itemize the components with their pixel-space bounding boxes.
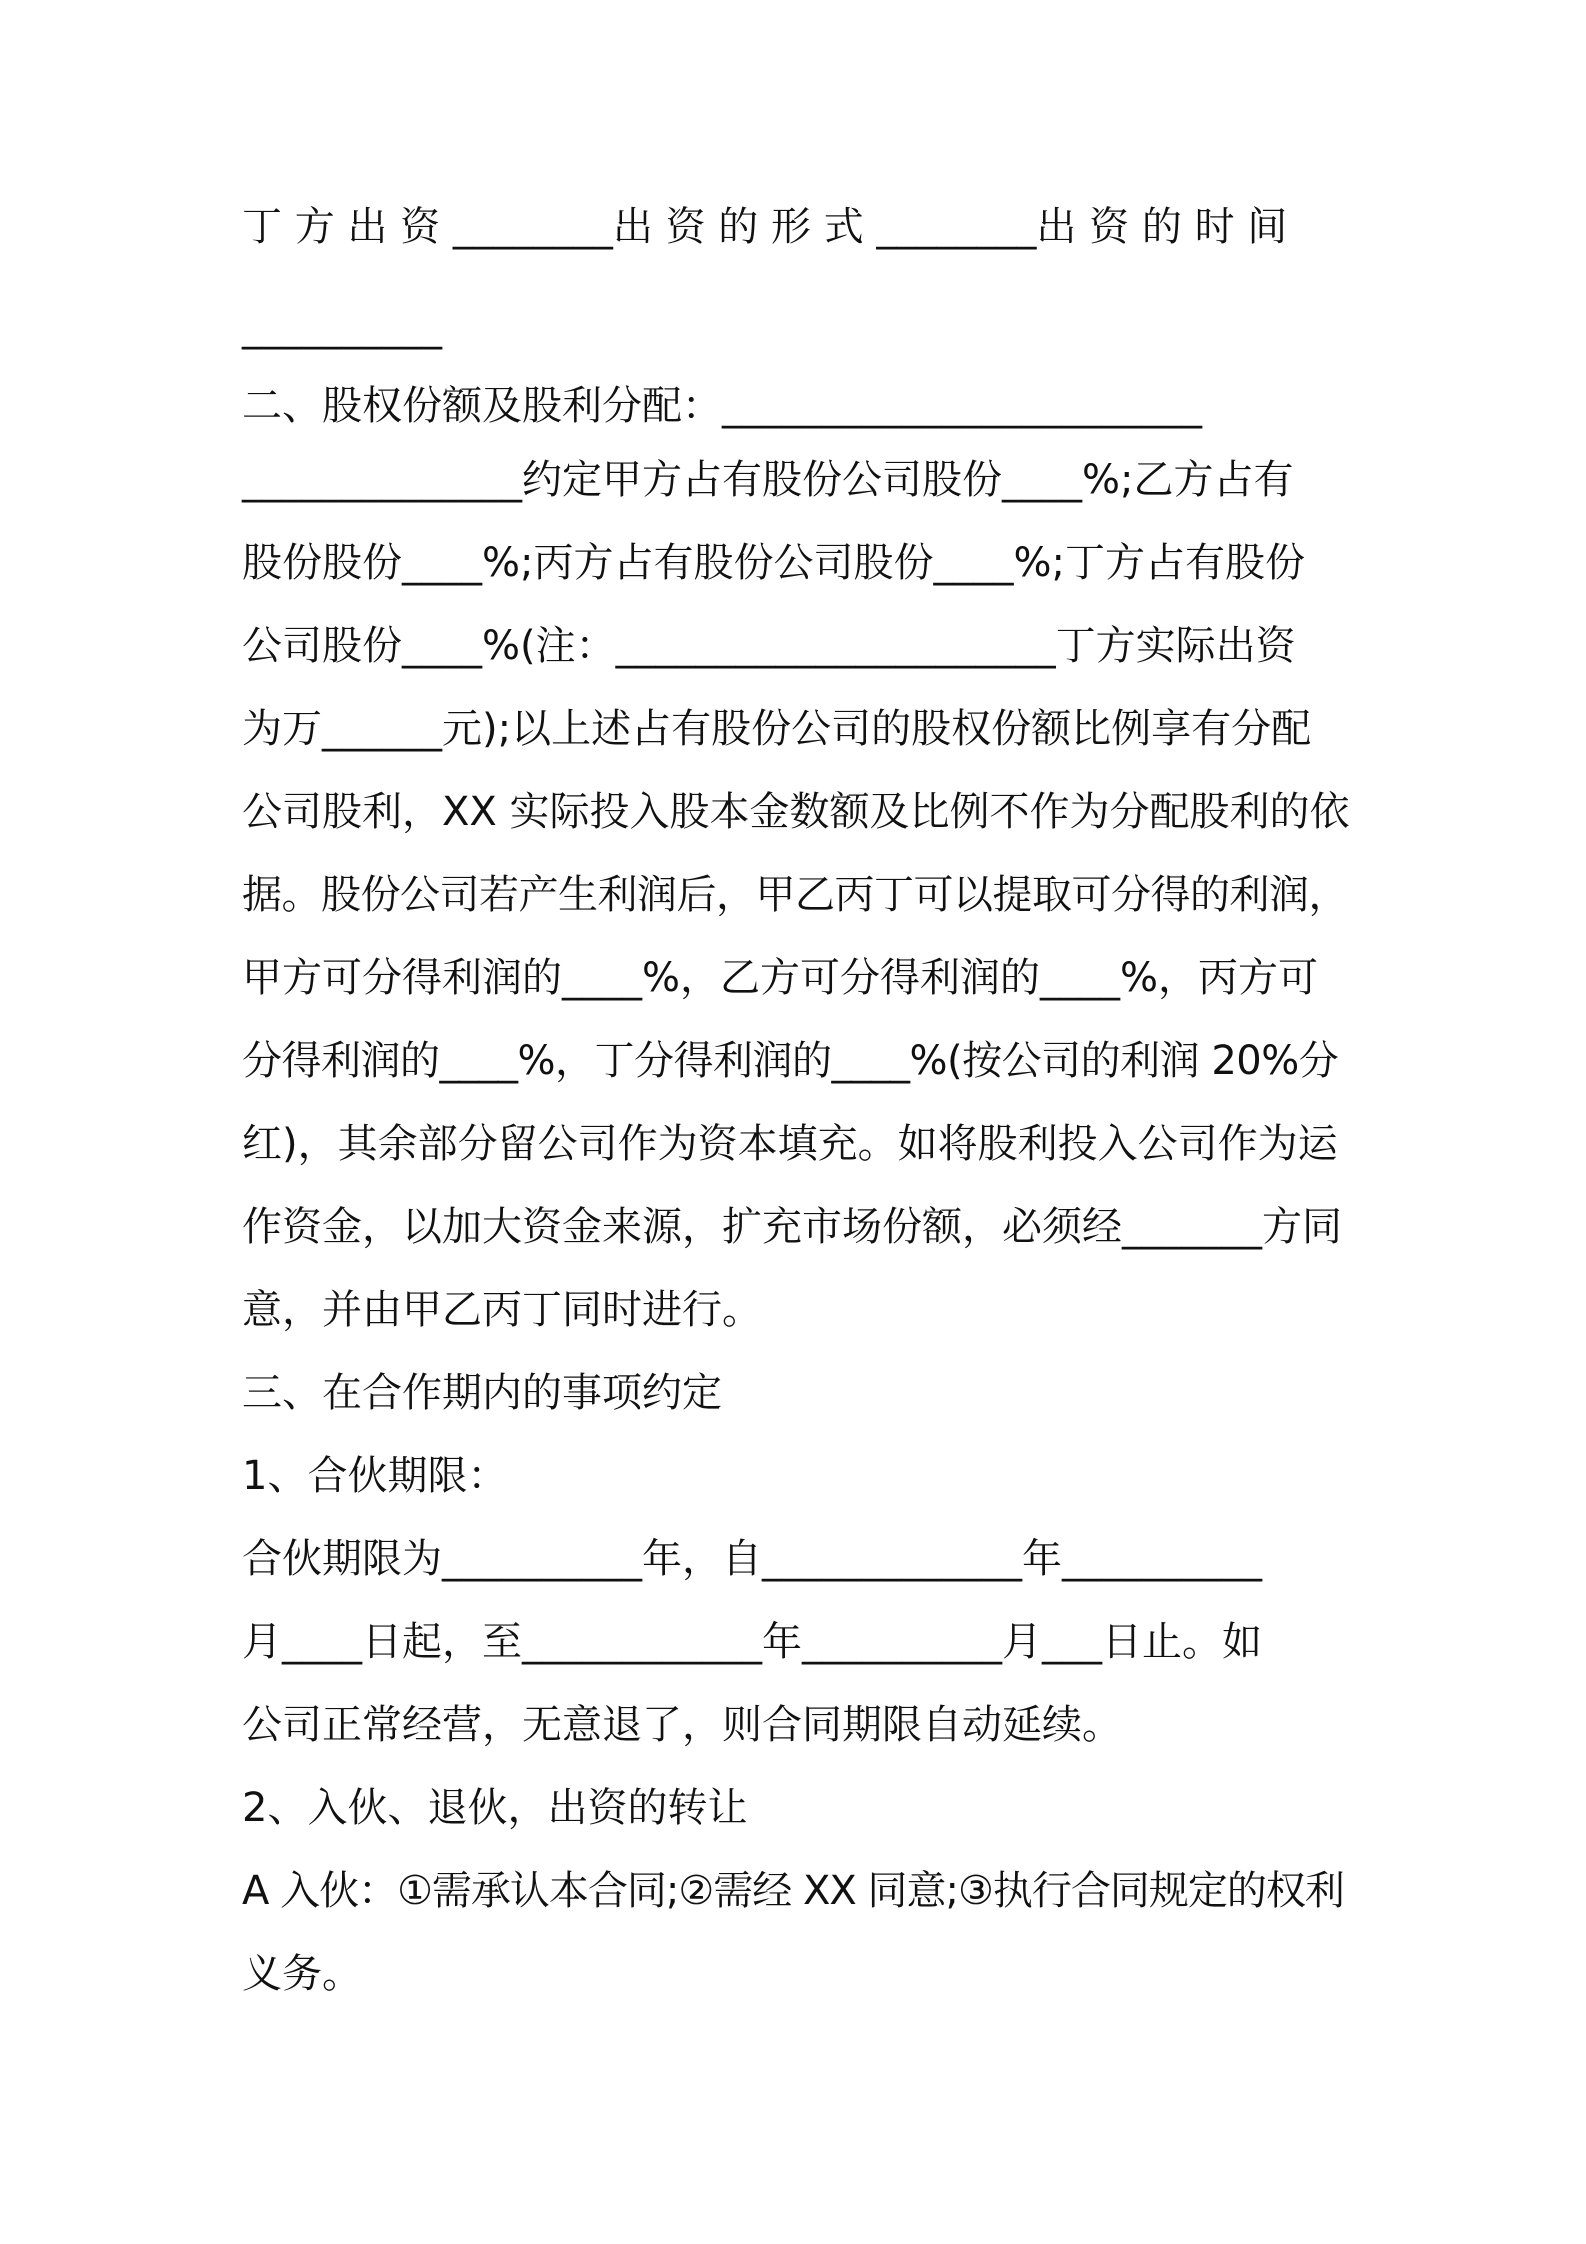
paragraph-line: 为万______元);以上述占有股份公司的股权份额比例享有分配 bbox=[242, 706, 1312, 752]
paragraph-line: 公司正常经营，无意退了，则合同期限自动延续。 bbox=[242, 1702, 1122, 1748]
section-heading-partnership-matters: 三、在合作期内的事项约定 bbox=[242, 1370, 722, 1416]
paragraph-line: 作资金，以加大资金来源，扩充市场份额，必须经_______方同 bbox=[242, 1204, 1342, 1250]
paragraph-line: 公司股份____%(注：______________________丁方实际出资 bbox=[242, 623, 1296, 669]
contract-line-dingfang-investment: 丁 方 出 资 ________出 资 的 形 式 ________出 资 的 时 间 bbox=[242, 204, 1288, 250]
paragraph-line: 义务。 bbox=[242, 1951, 362, 1997]
paragraph-line: 公司股利，XX 实际投入股本金数额及比例不作为分配股利的依 bbox=[242, 789, 1350, 835]
paragraph-line: 合伙期限为__________年，自_____________年__________ bbox=[242, 1536, 1262, 1582]
paragraph-line: 月____日起，至____________年__________月___日止。如 bbox=[242, 1619, 1262, 1665]
paragraph-line: ______________约定甲方占有股份公司股份____%;乙方占有 bbox=[242, 457, 1294, 503]
paragraph-line: 甲方可分得利润的____%，乙方可分得利润的____%，丙方可 bbox=[242, 955, 1319, 1001]
paragraph-line: A 入伙：①需承认本合同;②需经 XX 同意;③执行合同规定的权利 bbox=[242, 1868, 1344, 1914]
paragraph-line: 红)，其余部分留公司作为资本填充。如将股利投入公司作为运 bbox=[242, 1121, 1338, 1167]
paragraph-line: 股份股份____%;丙方占有股份公司股份____%;丁方占有股份 bbox=[242, 540, 1305, 586]
paragraph-line: 分得利润的____%，丁分得利润的____%(按公司的利润 20%分 bbox=[242, 1038, 1339, 1084]
contract-line-investment-time-blank: __________ bbox=[242, 304, 442, 350]
section-heading-equity-dividend: 二、股权份额及股利分配：________________________ bbox=[242, 383, 1202, 429]
subheading-partnership-term: 1、合伙期限： bbox=[242, 1453, 508, 1499]
paragraph-line: 意，并由甲乙丙丁同时进行。 bbox=[242, 1287, 762, 1333]
paragraph-line: 据。股份公司若产生利润后，甲乙丙丁可以提取可分得的利润， bbox=[242, 872, 1348, 918]
subheading-join-withdraw-transfer: 2、入伙、退伙，出资的转让 bbox=[242, 1785, 748, 1831]
